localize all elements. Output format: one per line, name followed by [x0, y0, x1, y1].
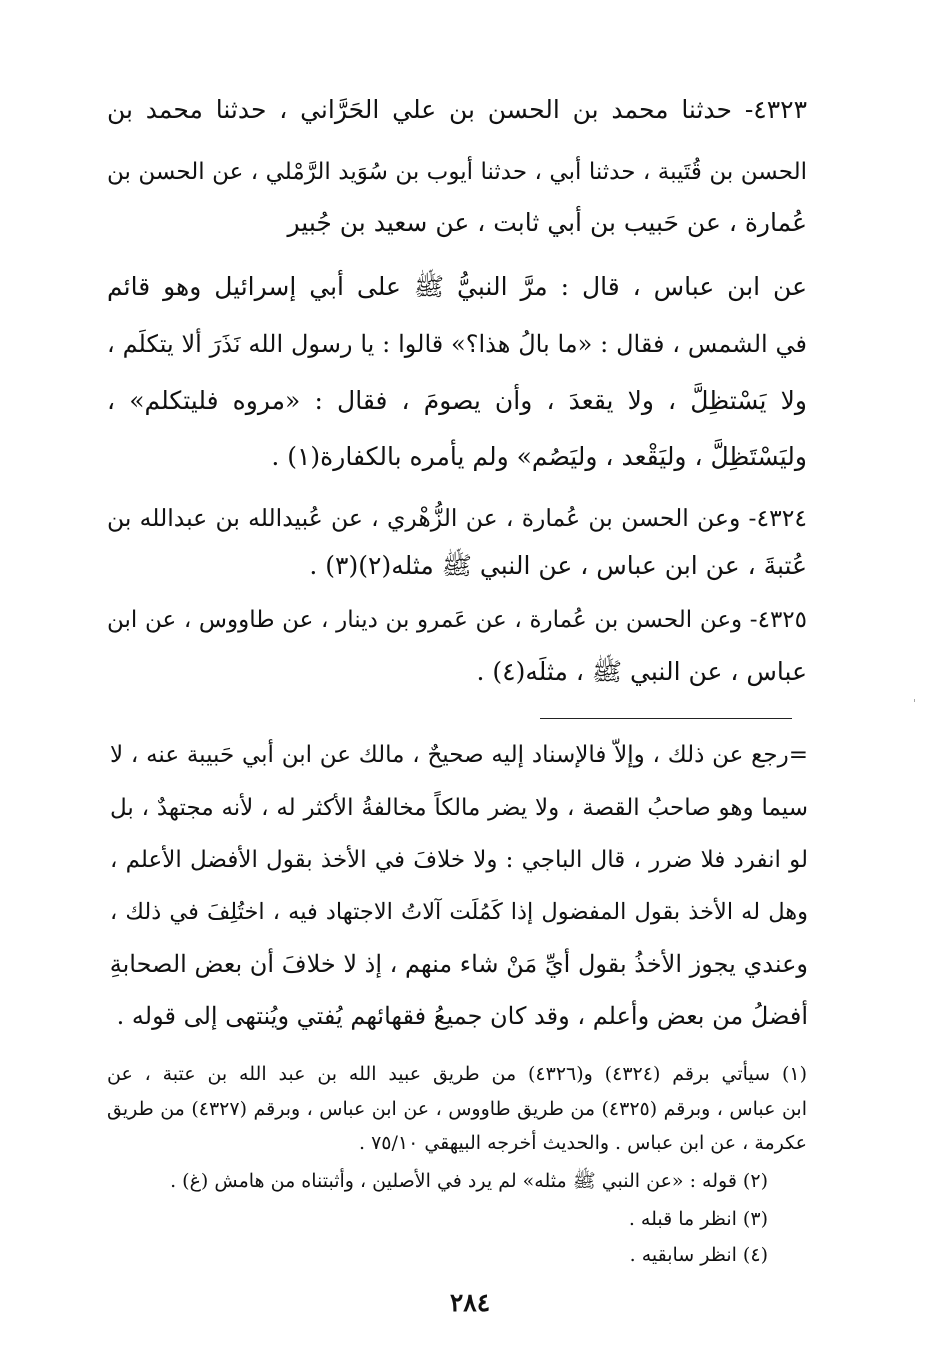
- main-line-1: ٤٣٢٣- حدثنا محمد بن الحسن بن علي الحَرَّاني ، حدثنا محمد بن: [107, 95, 807, 124]
- note-line-1: =رجع عن ذلك ، وإلاّ فالإسناد إليه صحيحٌ ، مالك عن ابن أبي حَبيبة عنه ، لا: [110, 742, 808, 768]
- footnote-line-2: ابن عباس ، وبرقم (٤٣٢٥) من طريق طاووس ، عن ابن عباس ، وبرقم (٤٣٢٧) من طريق: [107, 1098, 807, 1120]
- footnote-line-1: (١) سيأتي برقم (٤٣٢٤) و(٤٣٢٦) من طريق عبيد الله بن عبد الله بن عتبة ، عن: [107, 1063, 807, 1085]
- main-line-3: عُمارة ، عن حَبيب بن أبي ثابت ، عن سعيد بن جُبير: [287, 208, 807, 237]
- separator-rule: [540, 718, 792, 719]
- main-line-5: في الشمس ، فقال : «ما بالُ هذا؟» قالوا : يا رسول الله نَذَرَ ألا يتكلَم ،: [107, 330, 807, 358]
- note-line-6: أفضلُ من بعض وأعلم ، وقد كان جميعُ فقهائهم يُفتي ويُنتهى إلى قوله .: [116, 1002, 808, 1030]
- note-line-4: وهل له الأخذ بقول المفضول إذا كَمُلَت آلاتُ الاجتهاد فيه ، اختُلِفَ في ذلك ،: [110, 899, 808, 925]
- main-line-6: ولا يَسْتظِلَّ ، ولا يقعدَ ، وأن يصومَ ، فقال : «مروه فليتكلم» ،: [107, 386, 807, 415]
- main-line-7: وليَسْتَظِلَّ ، وليَقْعد ، وليَصُم» ولم يأمره بالكفارة(١) .: [271, 442, 807, 471]
- page-number: ٢٨٤: [449, 1288, 491, 1317]
- main-line-4: عن ابن عباس ، قال : مرَّ النبيُّ ﷺ على أبي إسرائيل وهو قائم: [107, 272, 807, 301]
- main-line-9: عُتبةَ ، عن ابن عباس ، عن النبي ﷺ مثله(٢)(٣) .: [309, 551, 807, 580]
- note-line-3: لو انفرد فلا ضرر ، قال الباجي : ولا خلافَ في الأخذ بقول الأفضل الأعلم ،: [110, 847, 808, 873]
- footnote-line-4: (٢) قوله : «عن النبي ﷺ مثله» لم يرد في الأصلين ، وأثبتناه من هامش (غ) .: [170, 1170, 768, 1192]
- note-line-5: وعندي يجوز الأخذُ بقول أيِّ مَنْ شاء منهم ، إذ لا خلافَ أن بعض الصحابةِ: [110, 950, 808, 978]
- main-line-2: الحسن بن قُتَيبة ، حدثنا أبي ، حدثنا أيوب بن سُوَيد الرَّمْلي ، عن الحسن بن: [107, 159, 807, 185]
- footnote-line-3: عكرمة ، عن ابن عباس . والحديث أخرجه البيهقي ٧٥/١٠ .: [358, 1132, 807, 1154]
- main-line-10: ٤٣٢٥- وعن الحسن بن عُمارة ، عن عَمرو بن دينار ، عن طاووس ، عن ابن: [107, 607, 807, 633]
- main-line-11: عباس ، عن النبي ﷺ ، مثلَه(٤) .: [476, 657, 807, 686]
- footnote-line-5: (٣) انظر ما قبله .: [628, 1208, 768, 1230]
- margin-mark: ': [913, 697, 917, 710]
- footnote-line-6: (٤) انظر سابقيه .: [629, 1244, 768, 1266]
- note-line-2: سيما وهو صاحبُ القصة ، ولا يضر مالكاً مخالفةُ الأكثر له ، لأنه مجتهدٌ ، بل: [110, 795, 808, 821]
- main-line-8: ٤٣٢٤- وعن الحسن بن عُمارة ، عن الزُّهْري ، عن عُبيدالله بن عبدالله بن: [107, 504, 807, 532]
